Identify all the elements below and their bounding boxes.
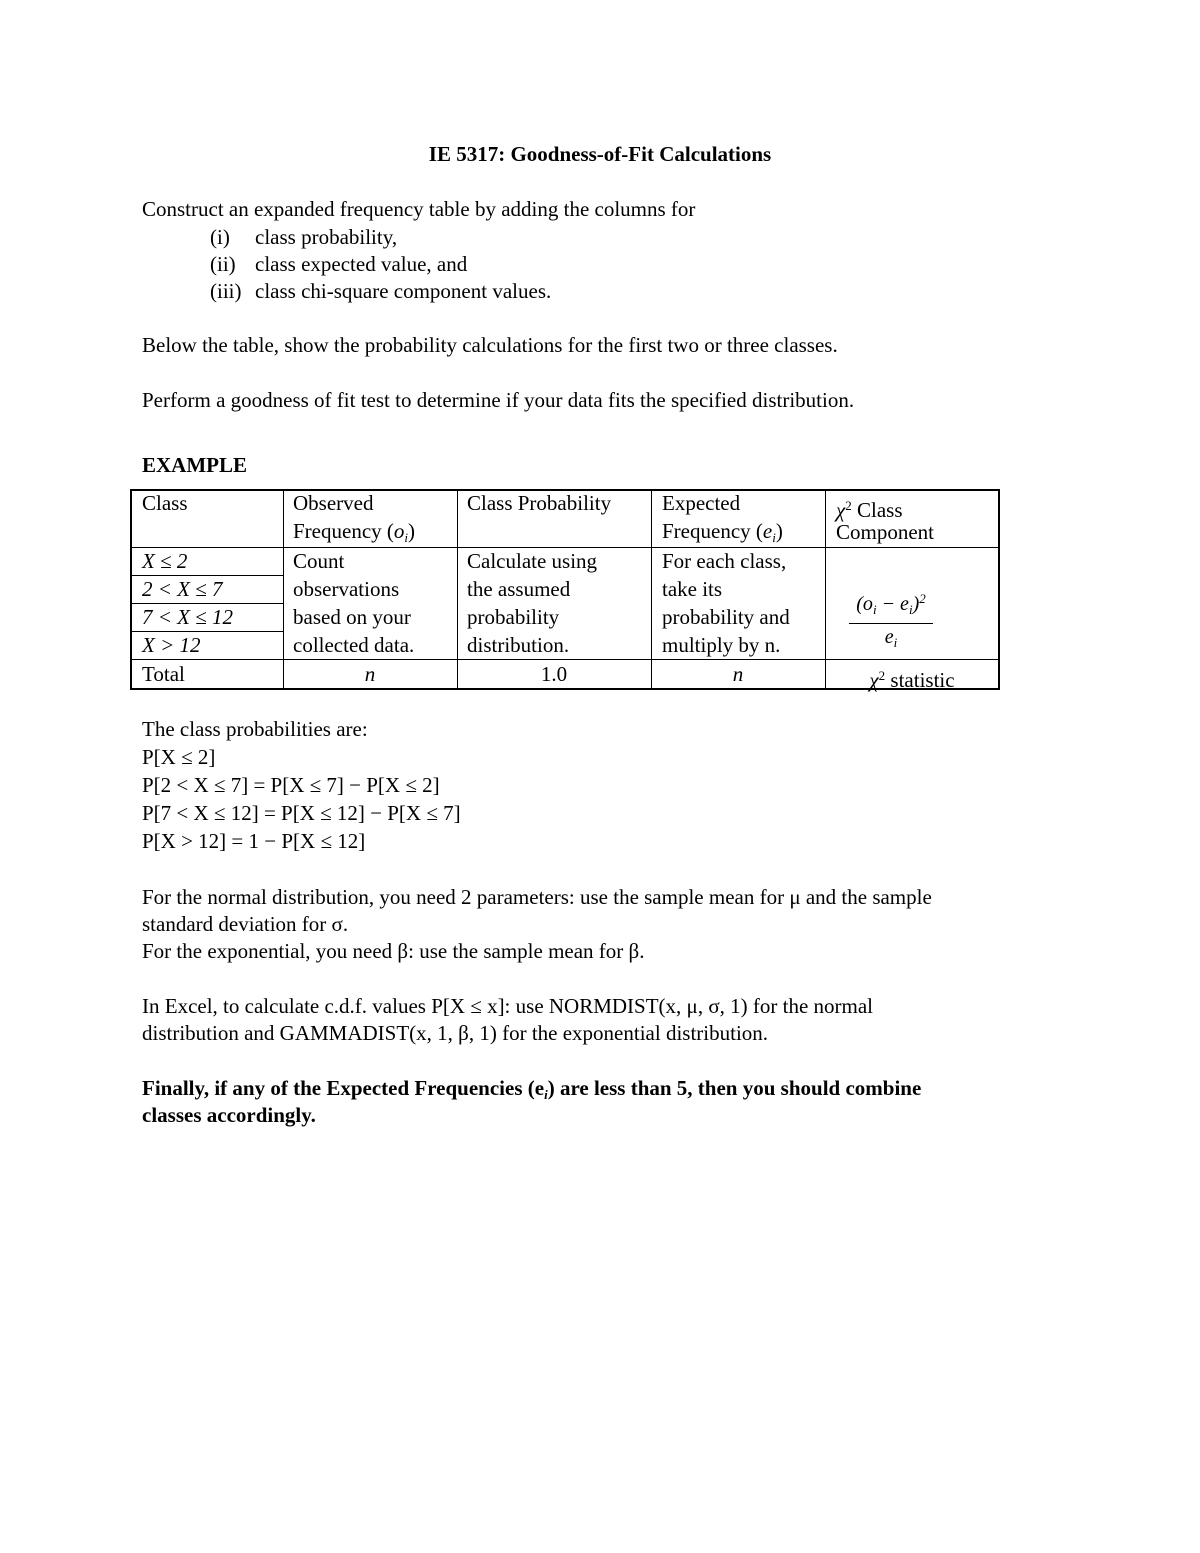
class-row-label: 2 < X ≤ 7 xyxy=(142,577,223,601)
header-class-probability: Class Probability xyxy=(467,491,612,515)
list-item: class expected value, and xyxy=(255,252,468,276)
formula-numerator: $(o_i - e_i)^2$ xyxy=(856,591,926,617)
header-class: Class xyxy=(142,491,188,515)
expected-desc-line: take its xyxy=(662,577,723,601)
class-row-label: X > 12 xyxy=(142,633,201,657)
total-label: Total xyxy=(142,662,185,686)
prob-line: P[2 < X ≤ 7] = P[X ≤ 7] − P[X ≤ 2] xyxy=(142,773,440,797)
example-label: EXAMPLE xyxy=(142,453,247,477)
probability-desc-line: the assumed xyxy=(467,577,571,601)
below-table-paragraph: Below the table, show the probability calculations for the first two or three classes. xyxy=(142,333,838,357)
observed-desc-line: based on your xyxy=(293,605,411,629)
prob-line: P[X > 12] = 1 − P[X ≤ 12] xyxy=(142,829,366,853)
probability-desc-line: probability xyxy=(467,605,560,629)
probs-lead: The class probabilities are: xyxy=(142,717,368,741)
page-title: IE 5317: Goodness-of-Fit Calculations xyxy=(428,142,772,166)
header-expected-line1: Expected xyxy=(662,491,741,515)
perform-paragraph: Perform a goodness of fit test to determine if your data fits the specified distribution. xyxy=(142,388,855,412)
observed-desc-line: collected data. xyxy=(293,633,415,657)
class-row-label: X ≤ 2 xyxy=(142,549,188,573)
list-item: class chi-square component values. xyxy=(255,279,552,303)
probability-desc-line: Calculate using xyxy=(467,549,598,573)
header-expected-line2: Frequency $(e_i)$ xyxy=(662,519,783,545)
total-probability: 1.0 xyxy=(540,662,568,686)
expected-desc-line: For each class, xyxy=(662,549,787,573)
chi-component-formula xyxy=(836,586,946,656)
total-divider xyxy=(132,659,998,660)
excel-paragraph-line1: In Excel, to calculate c.d.f. values P[X ≤ x]: use NORMDIST(x, μ, σ, 1) for the normal xyxy=(142,994,874,1018)
expected-desc-line: multiply by n. xyxy=(662,633,781,657)
header-observed-line1: Observed xyxy=(293,491,374,515)
list-item-num: (iii) xyxy=(210,279,242,303)
exponential-paragraph: For the exponential, you need β: use the sample mean for β. xyxy=(142,939,645,963)
prob-line: P[X ≤ 2] xyxy=(142,745,216,769)
excel-paragraph-line2: distribution and GAMMADIST(x, 1, β, 1) for the exponential distribution. xyxy=(142,1021,769,1045)
total-expected: n xyxy=(732,662,744,686)
final-note-line2: classes accordingly. xyxy=(142,1103,316,1127)
expected-desc-line: probability and xyxy=(662,605,790,629)
intro-lead: Construct an expanded frequency table by adding the columns for xyxy=(142,197,696,221)
normal-paragraph-line1: For the normal distribution, you need 2 parameters: use the sample mean for μ and the sample xyxy=(142,885,932,909)
list-item-num: (i) xyxy=(210,225,230,249)
final-note-line1: Finally, if any of the Expected Frequencies $(e_i)$ are less than 5, then you should combine xyxy=(142,1076,922,1102)
header-chi-line2: Component xyxy=(836,520,934,544)
total-observed: n xyxy=(364,662,376,686)
observed-desc-line: observations xyxy=(293,577,400,601)
probability-desc-line: distribution. xyxy=(467,633,570,657)
list-item: class probability, xyxy=(255,225,398,249)
class-row-label: 7 < X ≤ 12 xyxy=(142,605,234,629)
list-item-num: (ii) xyxy=(210,252,236,276)
header-observed-line2: Frequency $(o_i)$ xyxy=(293,519,416,545)
observed-desc-line: Count xyxy=(293,549,345,573)
normal-paragraph-line2: standard deviation for σ. xyxy=(142,912,349,936)
header-chi-line1: $\chi^2$ Class xyxy=(836,498,903,522)
prob-line: P[7 < X ≤ 12] = P[X ≤ 12] − P[X ≤ 7] xyxy=(142,801,461,825)
formula-denominator: $e_i$ xyxy=(884,626,898,650)
total-chi-statistic: $\chi^2$ statistic xyxy=(869,668,955,692)
